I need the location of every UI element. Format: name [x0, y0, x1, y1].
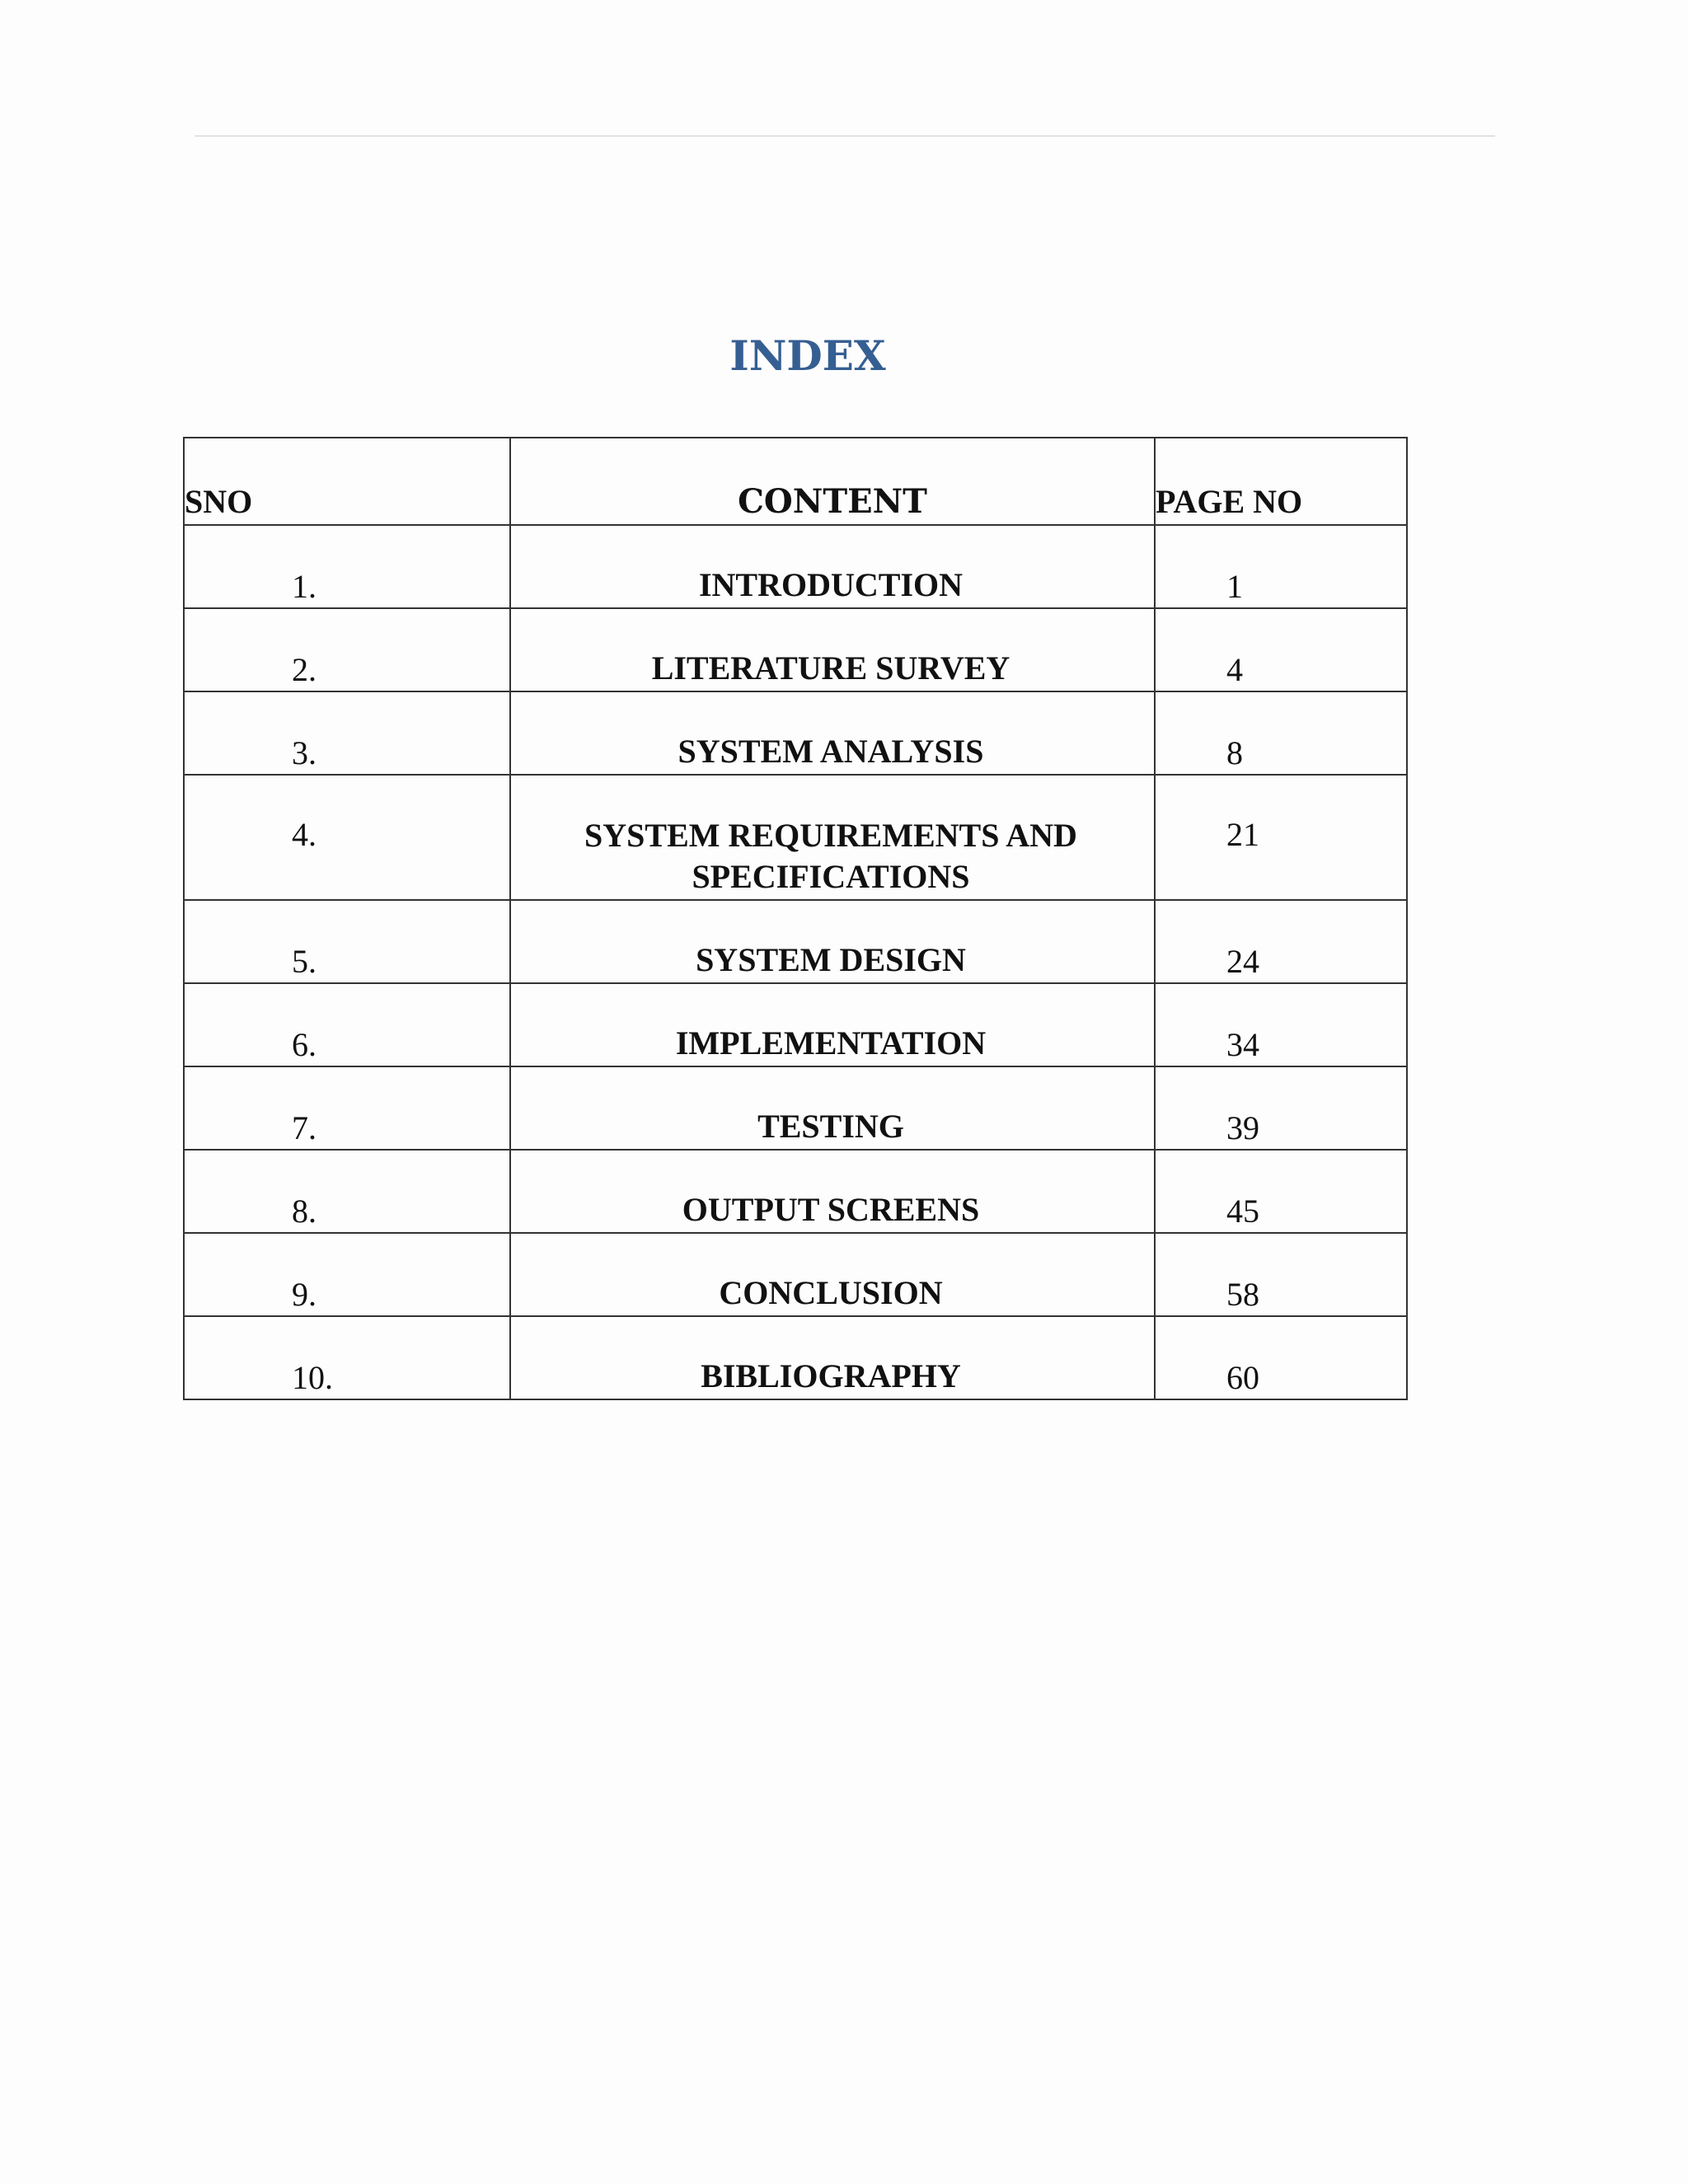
header-divider: [195, 135, 1495, 137]
sno-cell: 1.: [184, 525, 510, 608]
sno-cell: 2.: [184, 608, 510, 691]
table-row: [184, 1150, 1407, 1233]
content-cell: SYSTEM REQUIREMENTS AND SPECIFICATIONS: [510, 775, 1155, 900]
page-cell: 45: [1155, 1150, 1407, 1233]
sno-cell: 9.: [184, 1233, 510, 1316]
table-row: [184, 1316, 1407, 1399]
sno-cell: 5.: [184, 900, 510, 983]
sno-cell: 3.: [184, 691, 510, 775]
page-cell: 4: [1155, 608, 1407, 691]
table-row: [184, 691, 1407, 775]
page-cell: 21: [1155, 775, 1407, 900]
table-row: [184, 608, 1407, 691]
sno-cell: 8.: [184, 1150, 510, 1233]
table-header-row: [184, 438, 1407, 525]
table-row: [184, 1233, 1407, 1316]
content-cell: INTRODUCTION: [510, 525, 1155, 608]
page-cell: 39: [1155, 1066, 1407, 1150]
index-table: [183, 437, 1408, 1400]
content-cell: OUTPUT SCREENS: [510, 1150, 1155, 1233]
page-title: INDEX: [729, 331, 886, 380]
column-header-content: CONTENT: [510, 438, 1155, 525]
content-cell: BIBLIOGRAPHY: [510, 1316, 1155, 1399]
sno-cell: 10.: [184, 1316, 510, 1399]
content-cell: SYSTEM DESIGN: [510, 900, 1155, 983]
page-cell: 34: [1155, 983, 1407, 1066]
table-row: [184, 1066, 1407, 1150]
column-header-page-no: PAGE NO: [1155, 438, 1407, 525]
table-row: [184, 983, 1407, 1066]
content-cell: IMPLEMENTATION: [510, 983, 1155, 1066]
column-header-sno: SNO: [184, 438, 510, 525]
page-cell: 58: [1155, 1233, 1407, 1316]
page-cell: 24: [1155, 900, 1407, 983]
table-row: [184, 900, 1407, 983]
table-row: [184, 525, 1407, 608]
content-cell: SYSTEM ANALYSIS: [510, 691, 1155, 775]
table-row: [184, 775, 1407, 900]
page-cell: 8: [1155, 691, 1407, 775]
sno-cell: 4.: [184, 775, 510, 900]
page-cell: 60: [1155, 1316, 1407, 1399]
content-cell: LITERATURE SURVEY: [510, 608, 1155, 691]
content-cell: CONCLUSION: [510, 1233, 1155, 1316]
sno-cell: 7.: [184, 1066, 510, 1150]
sno-cell: 6.: [184, 983, 510, 1066]
content-cell: TESTING: [510, 1066, 1155, 1150]
page-cell: 1: [1155, 525, 1407, 608]
